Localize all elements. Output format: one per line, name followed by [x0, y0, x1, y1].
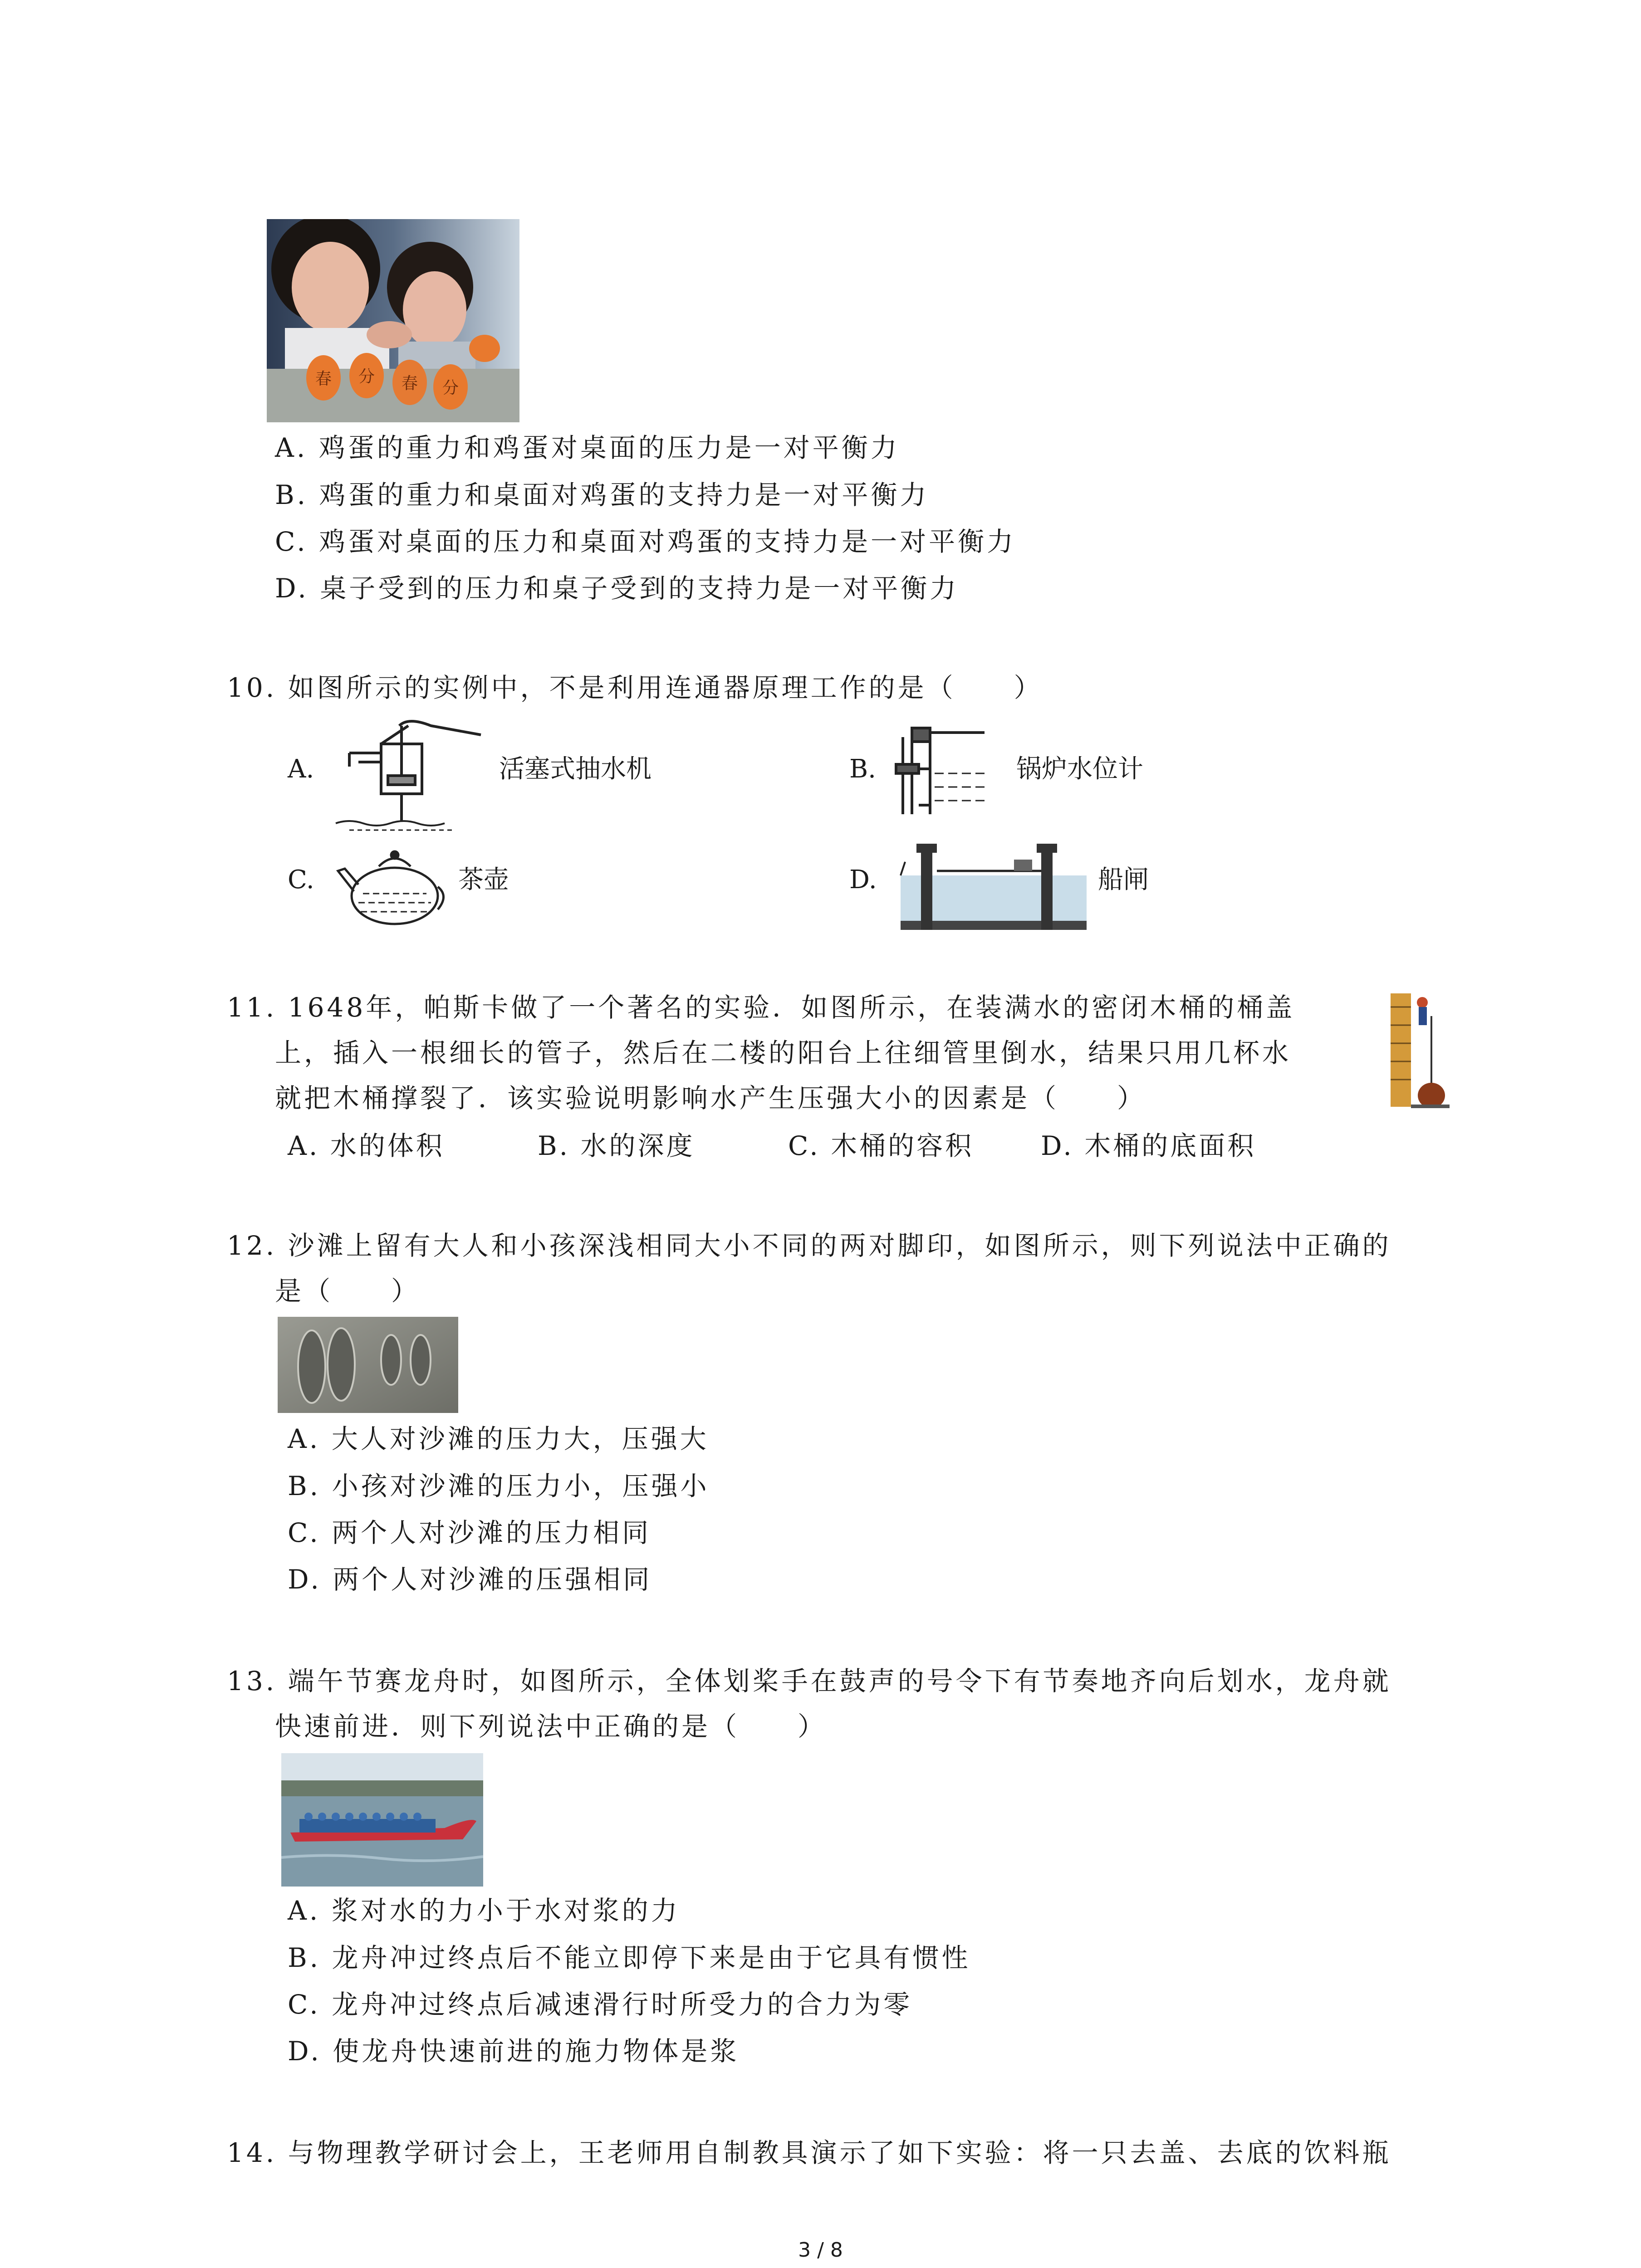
q13-option-c: C. 龙舟冲过终点后减速滑行时所受力的合力为零: [288, 1989, 913, 2020]
q13-stem-line-1: 13. 端午节赛龙舟时，如图所示，全体划桨手在鼓声的号令下有节奏地齐向后划水，龙舟就: [227, 1666, 1391, 1696]
dragon-boat-photo: [281, 1753, 483, 1887]
q14-stem-line-1: 14. 与物理教学研讨会上，王老师用自制教具演示了如下实验：将一只去盖、去底的饮料瓶: [227, 2137, 1391, 2168]
q12-stem-line-1: 12. 沙滩上留有大人和小孩深浅相同大小不同的两对脚印，如图所示，则下列说法中正确的: [227, 1230, 1391, 1261]
q11-option-b: B. 水的深度: [538, 1130, 695, 1161]
piston-pump-diagram: [331, 717, 485, 835]
q9-option-d: D. 桌子受到的压力和桌子受到的支持力是一对平衡力: [275, 573, 959, 604]
q10-stem: 10. 如图所示的实例中，不是利用连通器原理工作的是（ ）: [227, 672, 1043, 703]
q12-stem-line-2: 是（ ）: [275, 1276, 421, 1306]
egg-balancing-photo: [267, 219, 519, 422]
q11-stem-line-2: 上，插入一根细长的管子，然后在二楼的阳台上往细管里倒水，结果只用几杯水: [275, 1037, 1292, 1068]
q13-option-b: B. 龙舟冲过终点后不能立即停下来是由于它具有惯性: [288, 1942, 971, 1973]
q10-option-a-letter: A.: [288, 754, 314, 784]
q10-option-b-letter: B.: [849, 754, 876, 784]
teapot-diagram: [336, 841, 449, 928]
q10-option-c-letter: C.: [288, 865, 314, 894]
ship-lock-diagram: [896, 835, 1091, 932]
egg-label: 春: [315, 370, 332, 388]
q10-option-b-label: 锅炉水位计: [1016, 754, 1143, 784]
q11-option-c: C. 木桶的容积: [788, 1130, 974, 1161]
q9-option-b: B. 鸡蛋的重力和桌面对鸡蛋的支持力是一对平衡力: [275, 479, 929, 510]
boiler-water-gauge-diagram: [894, 723, 994, 821]
q11-option-a: A. 水的体积: [288, 1130, 445, 1161]
footprints-photo: [278, 1317, 458, 1413]
q9-option-c: C. 鸡蛋对桌面的压力和桌面对鸡蛋的支持力是一对平衡力: [275, 526, 1016, 557]
q11-stem-line-3: 就把木桶撑裂了．该实验说明影响水产生压强大小的因素是（ ）: [275, 1083, 1146, 1114]
page-number: 3 / 8: [798, 2239, 843, 2262]
q12-option-c: C. 两个人对沙滩的压力相同: [288, 1517, 652, 1548]
q12-option-a: A. 大人对沙滩的压力大，压强大: [288, 1423, 709, 1454]
q10-option-a-label: 活塞式抽水机: [499, 754, 652, 784]
q10-option-c-label: 茶壶: [458, 865, 509, 894]
egg-label: 分: [442, 379, 459, 397]
egg-label: 分: [358, 367, 375, 386]
q11-stem-line-1: 11. 1648年，帕斯卡做了一个著名的实验．如图所示，在装满水的密闭木桶的桶盖: [227, 992, 1295, 1023]
q9-option-a: A. 鸡蛋的重力和鸡蛋对桌面的压力是一对平衡力: [275, 432, 900, 463]
q10-option-d-letter: D.: [849, 865, 877, 894]
egg-label: 春: [401, 374, 418, 393]
q11-option-d: D. 木桶的底面积: [1041, 1130, 1256, 1161]
q10-option-d-label: 船闸: [1098, 865, 1149, 894]
q13-option-a: A. 浆对水的力小于水对浆的力: [288, 1895, 680, 1926]
q12-option-b: B. 小孩对沙滩的压力小，压强小: [288, 1471, 710, 1501]
q12-option-d: D. 两个人对沙滩的压强相同: [288, 1564, 652, 1595]
q13-stem-line-2: 快速前进．则下列说法中正确的是（ ）: [275, 1711, 827, 1742]
q13-option-d: D. 使龙舟快速前进的施力物体是浆: [288, 2036, 740, 2067]
pascal-barrel-photo: [1386, 989, 1450, 1110]
